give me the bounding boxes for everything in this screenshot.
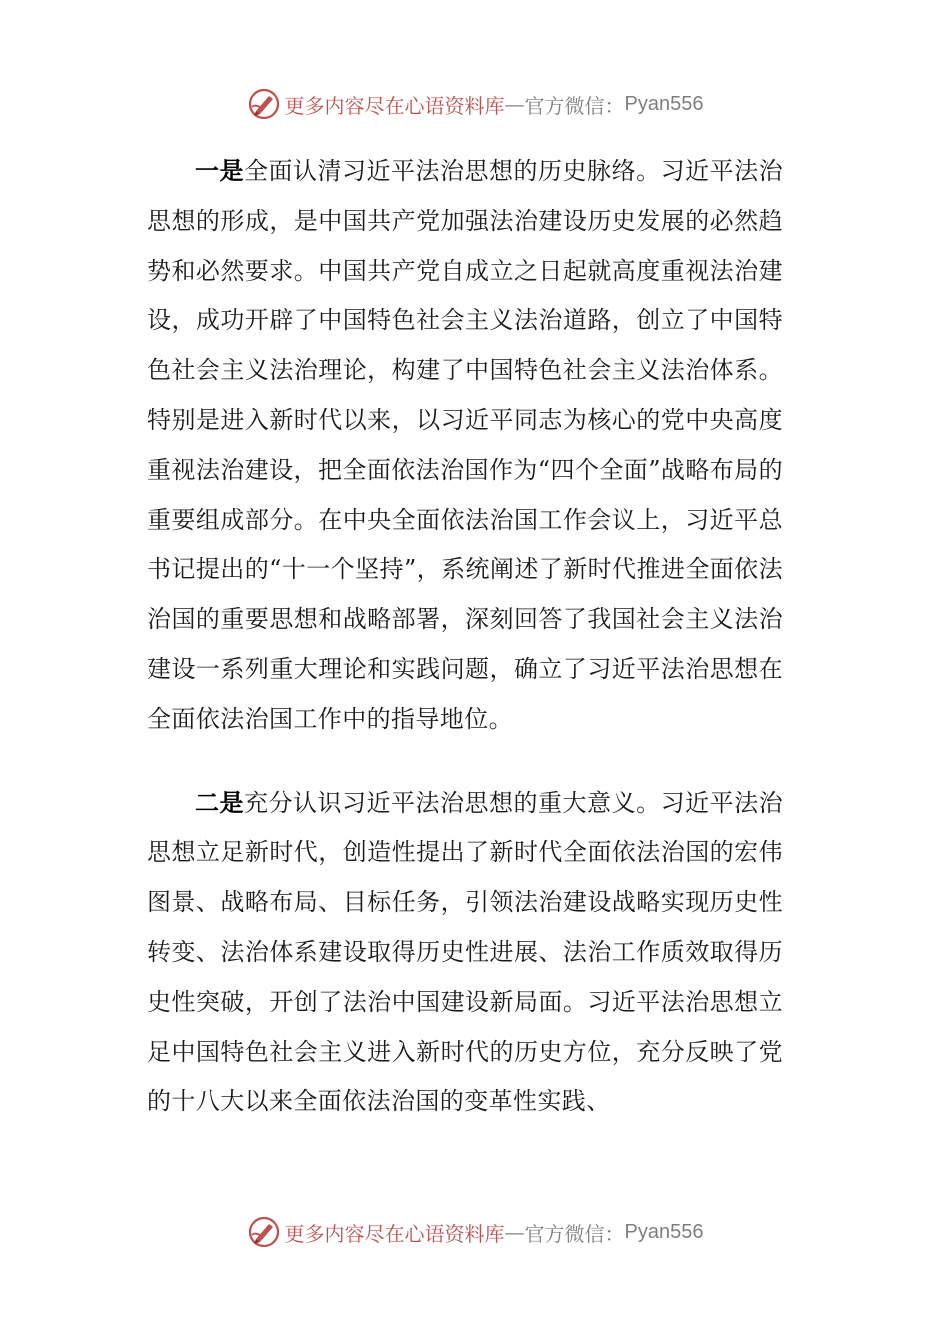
banner-wechat-id: Pyan556: [624, 92, 704, 115]
header-banner: [0, 84, 950, 124]
banner-wechat-label: 官方微信：: [524, 93, 625, 118]
document-body: [147, 146, 783, 1127]
banner-title: 更多内容尽在心语资料库: [284, 1221, 505, 1246]
banner-wechat-id: Pyan556: [624, 1220, 704, 1243]
paragraph-lead: 二是: [195, 787, 245, 817]
paragraph-2: [147, 778, 783, 1128]
pen-logo-icon: [247, 1215, 281, 1249]
paragraph-lead: 一是: [195, 156, 245, 185]
banner-title: 更多内容尽在心语资料库: [284, 93, 505, 118]
paragraph-text: 充分认识习近平法治思想的重大意义。习近平法治思想立足新时代，创造性提出了新时代全面依法治国的宏伟图景、战略布局、目标任务，引领法治建设战略实现历史性转变、法治体系建设取得历史性进展、法治工作质效取得历史性突破，开创了法治中国建设新局面。习近平法治思想立足中国特色社会主义进入新时代的历史方位，充分反映了党的十八大以来全面依法治国的变革性实践、: [147, 788, 783, 1116]
pen-logo-icon: [247, 87, 281, 121]
banner-dash: —: [504, 1220, 525, 1244]
footer-banner: [0, 1212, 950, 1252]
banner-wechat-label: 官方微信：: [524, 1221, 625, 1246]
paragraph-1: [147, 146, 783, 745]
paragraph-text: 全面认清习近平法治思想的历史脉络。习近平法治思想的形成，是中国共产党加强法治建设历史发展的必然趋势和必然要求。中国共产党自成立之日起就高度重视法治建设，成功开辟了中国特色社会主义法治道路，创立了中国特色社会主义法治理论，构建了中国特色社会主义法治体系。特别是进入新时代以来，以习近平同志为核心的党中央高度重视法治建设，把全面依法治国作为“四个全面”战略布局的重要组成部分。在中央全面依法治国工作会议上，习近平总书记提出的“十一个坚持”，系统阐述了新时代推进全面依法治国的重要思想和战略部署，深刻回答了我国社会主义法治建设一系列重大理论和实践问题，确立了习近平法治思想在全面依法治国工作中的指导地位。: [147, 157, 783, 733]
banner-dash: —: [504, 92, 525, 116]
